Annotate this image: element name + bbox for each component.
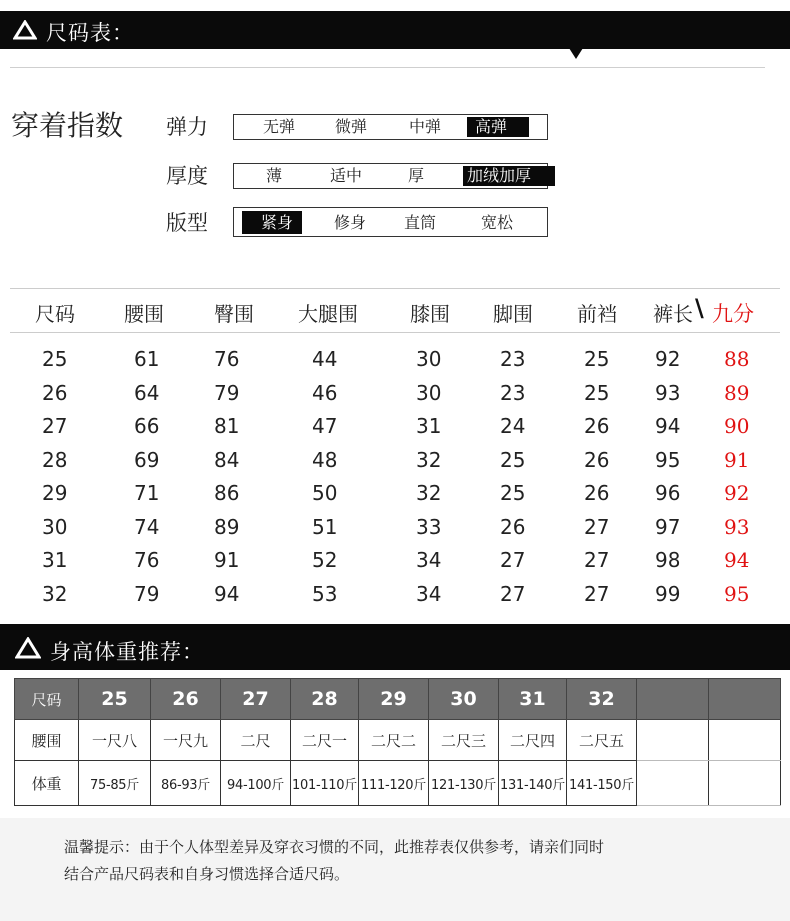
size-table-cell: 25 <box>500 447 526 472</box>
size-table-cell: 26 <box>42 380 68 405</box>
size-table-cell: 94 <box>655 414 681 438</box>
size-table-cell: 47 <box>312 414 338 438</box>
size-table-cell: 52 <box>312 548 338 572</box>
recommend-cell: 121-130斤 <box>429 761 499 806</box>
size-table-cell: 25 <box>42 347 68 371</box>
option-thin: 薄 <box>266 166 283 185</box>
size-table-cell: 86 <box>214 481 240 505</box>
size-table-cell: 26 <box>500 514 526 539</box>
size-table-cell: 98 <box>655 548 681 572</box>
recommend-cell <box>709 761 781 806</box>
option-thick: 厚 <box>408 166 425 185</box>
wear-index-title: 穿着指数 <box>11 109 124 142</box>
recommend-cell <box>709 720 781 761</box>
recommend-waist-row <box>15 720 781 761</box>
size-table-cell: 46 <box>312 380 338 405</box>
header-size: 尺码 <box>35 302 75 326</box>
size-table-cell: 94 <box>724 548 750 572</box>
size-table-cell: 96 <box>655 481 681 505</box>
recommend-cell: 腰围 <box>15 720 79 761</box>
size-table-cell: 76 <box>134 548 160 572</box>
recommend-cell: 26 <box>151 679 221 720</box>
header-knee: 膝围 <box>410 302 450 326</box>
size-table-cell: 74 <box>134 514 160 539</box>
recommend-cell <box>637 679 709 720</box>
size-table-cell: 30 <box>42 514 68 539</box>
option-skinny-selected: 紧身 <box>242 211 302 234</box>
recommend-cell: 141-150斤 <box>567 761 637 806</box>
size-table-cell: 26 <box>584 447 610 472</box>
recommend-cell: 29 <box>359 679 429 720</box>
header-slash: \ <box>695 294 704 322</box>
size-table-cell: 25 <box>584 380 610 405</box>
elasticity-label: 弹力 <box>166 115 208 139</box>
size-table-cell: 79 <box>214 380 240 405</box>
recommend-cell: 二尺 <box>221 720 291 761</box>
size-table-cell: 99 <box>655 581 681 606</box>
size-table-cell: 92 <box>655 347 681 371</box>
size-table-cell: 24 <box>500 414 526 438</box>
size-table-cell: 27 <box>500 581 526 606</box>
size-table-cell: 27 <box>584 514 610 539</box>
size-table-cell: 23 <box>500 347 526 371</box>
header-leg-opening: 脚围 <box>493 302 533 326</box>
size-table-cell: 32 <box>42 581 68 606</box>
size-table-cell: 79 <box>134 581 160 606</box>
size-table-cell: 50 <box>312 481 338 505</box>
triangle-icon <box>13 20 37 40</box>
option-loose: 宽松 <box>481 213 514 232</box>
recommend-cell: 二尺三 <box>429 720 499 761</box>
elasticity-options <box>233 114 548 140</box>
size-table-cell: 90 <box>724 414 750 438</box>
size-table-cell: 25 <box>584 347 610 371</box>
size-table-cell: 30 <box>416 347 442 371</box>
recommend-cell: 131-140斤 <box>499 761 567 806</box>
fit-label: 版型 <box>166 211 208 235</box>
header-ninth-length: 九分 <box>712 302 754 326</box>
size-table-cell: 48 <box>312 447 338 472</box>
size-table-cell: 29 <box>42 481 68 505</box>
size-table-cell: 71 <box>134 481 160 505</box>
size-table-cell: 69 <box>134 447 160 472</box>
thickness-options <box>233 163 548 189</box>
size-table-cell: 84 <box>214 447 240 472</box>
size-table-cell: 27 <box>584 548 610 572</box>
recommend-cell: 86-93斤 <box>151 761 221 806</box>
recommend-cell: 一尺九 <box>151 720 221 761</box>
recommend-cell: 尺码 <box>15 679 79 720</box>
recommend-cell: 30 <box>429 679 499 720</box>
divider <box>10 67 765 68</box>
size-chart-header-bar <box>0 11 790 49</box>
option-medium: 适中 <box>330 166 363 185</box>
recommend-cell: 二尺五 <box>567 720 637 761</box>
size-table-cell: 26 <box>584 414 610 438</box>
size-table-cell: 89 <box>724 380 750 405</box>
recommend-title: 身高体重推荐： <box>50 640 204 664</box>
recommend-cell: 25 <box>79 679 151 720</box>
size-table-cell: 26 <box>584 481 610 505</box>
size-table-cell: 92 <box>724 481 750 505</box>
recommend-cell: 27 <box>221 679 291 720</box>
header-length: 裤长 <box>653 302 693 326</box>
header-notch-icon <box>569 48 583 59</box>
size-table-cell: 30 <box>416 380 442 405</box>
size-table-cell: 53 <box>312 581 338 606</box>
recommend-weight-row <box>15 761 781 806</box>
size-table-cell: 32 <box>416 481 442 505</box>
size-table-cell: 34 <box>416 548 442 572</box>
size-table-cell: 64 <box>134 380 160 405</box>
recommend-cell <box>637 761 709 806</box>
size-table-cell: 81 <box>214 414 240 438</box>
size-table-cell: 95 <box>724 581 750 606</box>
recommend-cell: 体重 <box>15 761 79 806</box>
size-table-cell: 91 <box>214 548 240 572</box>
size-table-cell: 89 <box>214 514 240 539</box>
size-table-cell: 32 <box>416 447 442 472</box>
size-chart-title: 尺码表： <box>46 21 134 45</box>
size-table-cell: 27 <box>500 548 526 572</box>
size-table-cell: 95 <box>655 447 681 472</box>
header-waist: 腰围 <box>124 302 164 326</box>
option-high-elastic-selected: 高弹 <box>467 117 529 137</box>
recommend-header-bar <box>0 624 790 670</box>
size-table-cell: 27 <box>42 414 68 438</box>
recommend-cell: 31 <box>499 679 567 720</box>
option-mid-elastic: 中弹 <box>409 117 442 136</box>
size-table-cell: 51 <box>312 514 338 539</box>
fit-options <box>233 207 548 237</box>
size-table-cell: 93 <box>655 380 681 405</box>
size-table-cell: 88 <box>724 347 750 371</box>
recommend-cell: 二尺四 <box>499 720 567 761</box>
option-straight: 直筒 <box>404 213 437 232</box>
header-front-rise: 前裆 <box>577 302 617 326</box>
size-table-cell: 91 <box>724 447 750 472</box>
recommend-table <box>14 678 780 806</box>
size-table-cell: 44 <box>312 347 338 371</box>
size-table-cell: 61 <box>134 347 160 371</box>
recommend-cell: 101-110斤 <box>291 761 359 806</box>
recommend-header-row <box>15 679 781 720</box>
thickness-label: 厚度 <box>166 164 208 188</box>
tip-text <box>64 834 764 888</box>
size-table-cell: 31 <box>42 548 68 572</box>
option-none-elastic: 无弹 <box>263 117 296 136</box>
size-table-cell: 25 <box>500 481 526 505</box>
table-header-rule <box>10 332 780 333</box>
size-table-cell: 33 <box>416 514 442 539</box>
size-table-cell: 28 <box>42 447 68 472</box>
option-slim: 修身 <box>334 213 367 232</box>
recommend-cell: 二尺二 <box>359 720 429 761</box>
triangle-icon <box>15 637 41 659</box>
recommend-cell: 一尺八 <box>79 720 151 761</box>
header-thigh: 大腿围 <box>298 302 358 326</box>
recommend-cell <box>709 679 781 720</box>
size-table-cell: 27 <box>584 581 610 606</box>
recommend-cell: 28 <box>291 679 359 720</box>
size-table-cell: 34 <box>416 581 442 606</box>
header-hip: 臀围 <box>214 302 254 326</box>
recommend-cell: 32 <box>567 679 637 720</box>
size-table-cell: 66 <box>134 414 160 438</box>
size-table-cell: 31 <box>416 414 442 438</box>
size-table-cell: 23 <box>500 380 526 405</box>
option-fleece-thick-selected: 加绒加厚 <box>463 166 555 186</box>
option-micro-elastic: 微弹 <box>335 117 368 136</box>
recommend-cell: 75-85斤 <box>79 761 151 806</box>
recommend-cell: 二尺一 <box>291 720 359 761</box>
recommend-cell <box>637 720 709 761</box>
size-table-cell: 93 <box>724 514 750 539</box>
recommend-cell: 111-120斤 <box>359 761 429 806</box>
size-table-cell: 94 <box>214 581 240 606</box>
tip-line-2: 结合产品尺码表和自身习惯选择合适尺码。 <box>64 865 350 883</box>
size-table-cell: 76 <box>214 347 240 371</box>
recommend-cell: 94-100斤 <box>221 761 291 806</box>
size-table-cell: 97 <box>655 514 681 539</box>
table-top-rule <box>10 288 780 289</box>
tip-line-1: 温馨提示：由于个人体型差异及穿衣习惯的不同，此推荐表仅供参考，请亲们同时 <box>64 838 605 856</box>
